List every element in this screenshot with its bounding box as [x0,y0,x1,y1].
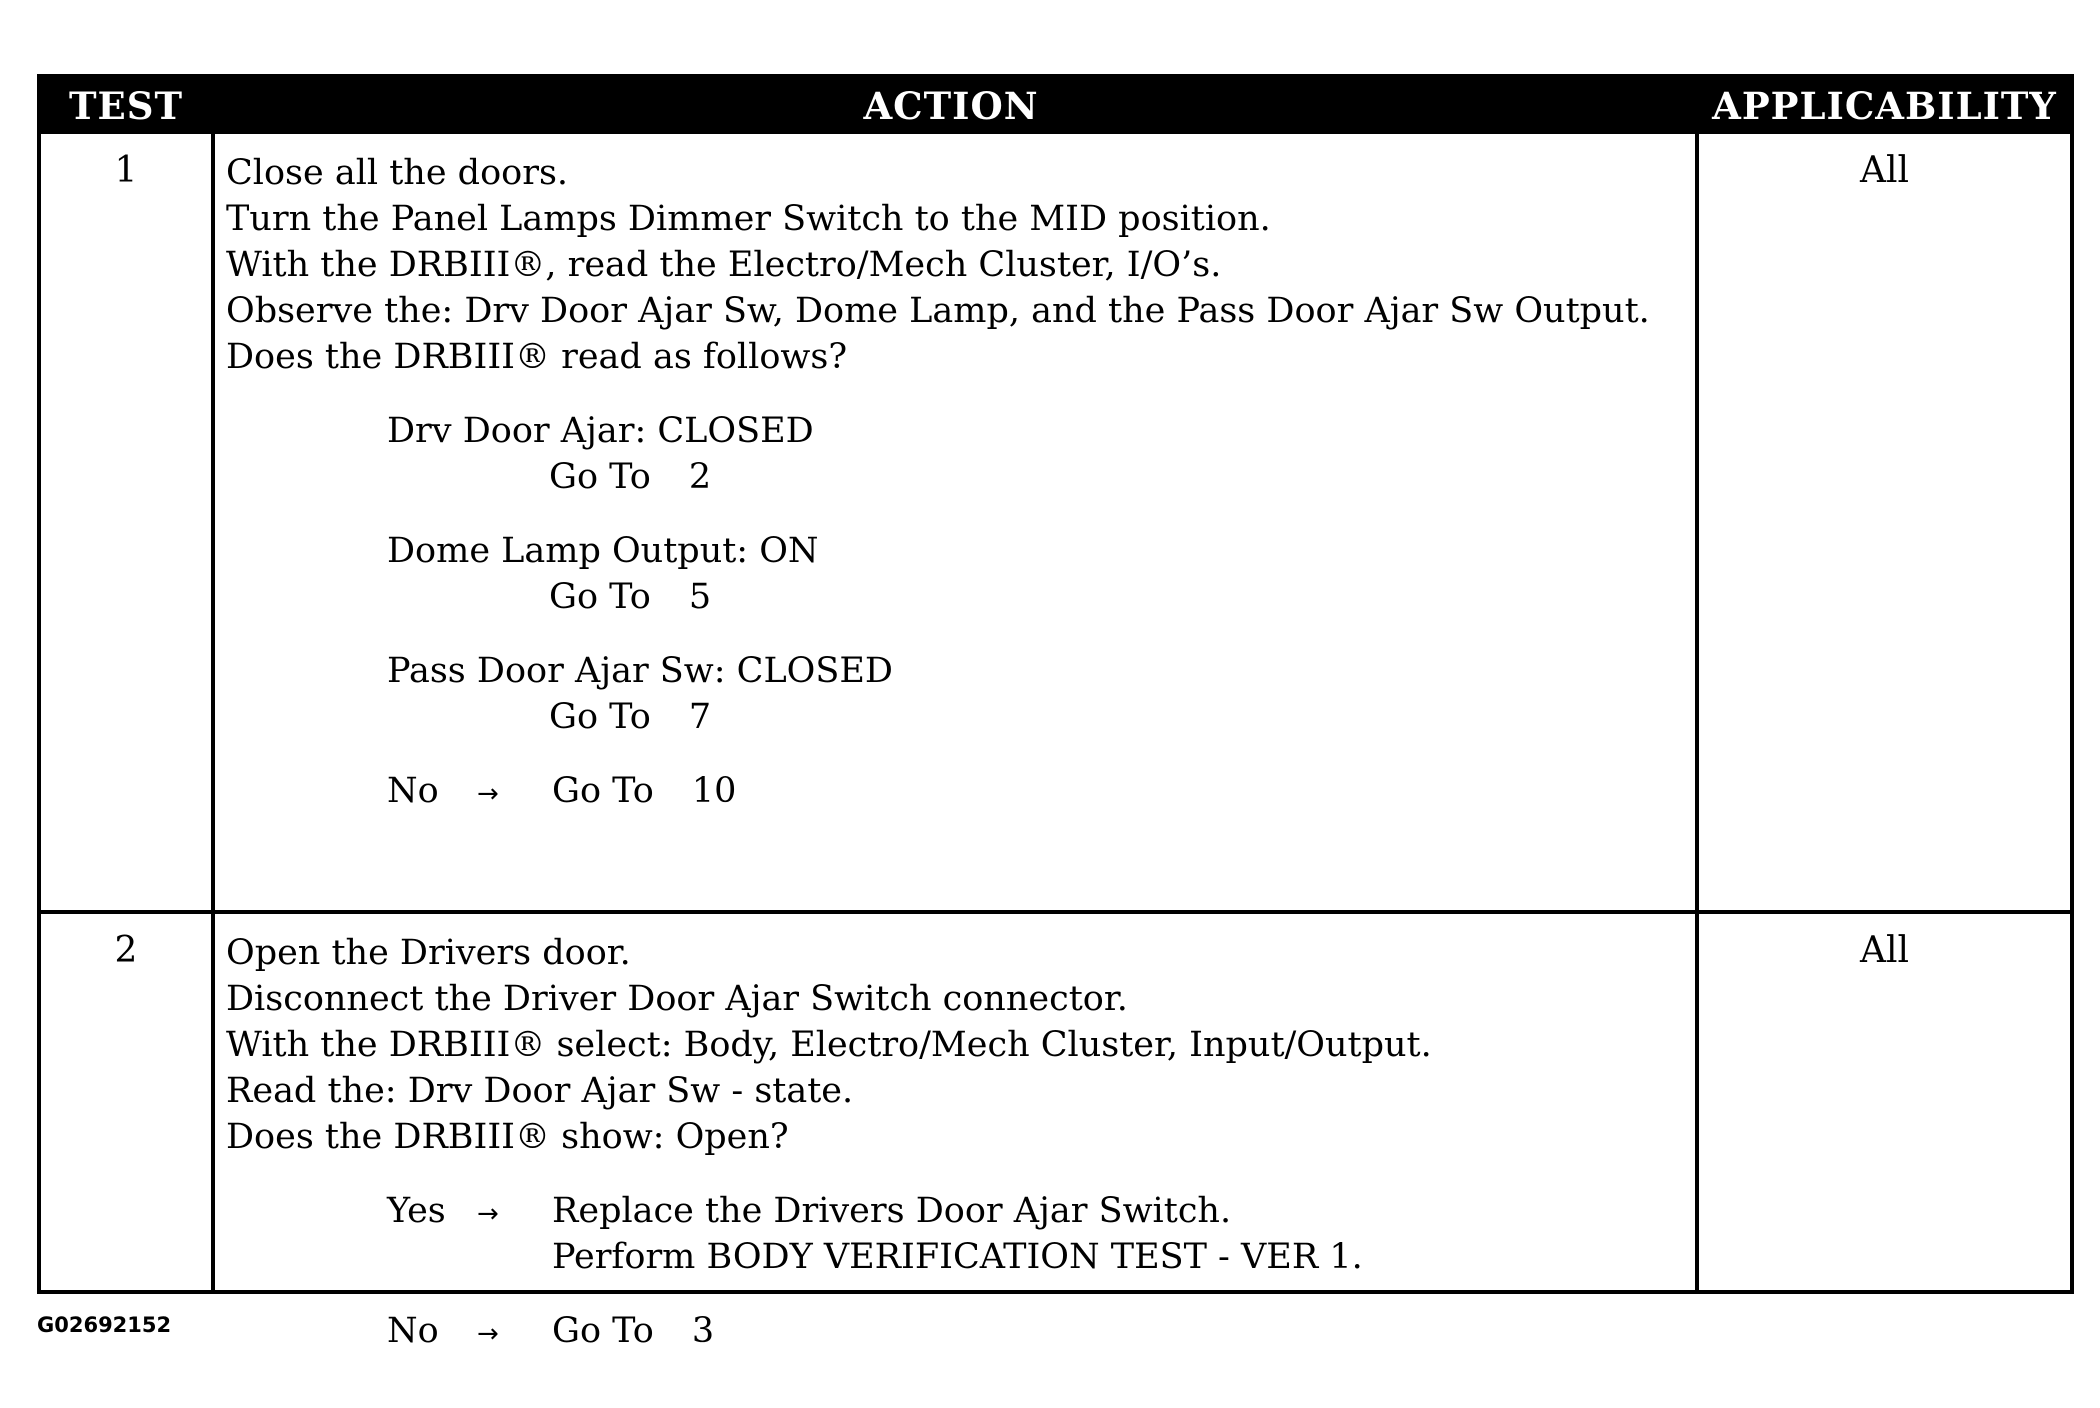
branch-label: No [387,771,439,811]
header-action: ACTION [863,84,1039,128]
goto-label: Go To [552,1311,654,1351]
action-cell [226,930,1676,1354]
no-branch [226,1308,1676,1354]
action-line: Read the: Drv Door Ajar Sw - state. [226,1071,854,1111]
goto-line [226,454,1676,500]
condition-block [226,648,1676,740]
action-line: Turn the Panel Lamps Dimmer Switch to the MID position. [226,199,1271,239]
goto-label: Go To [552,771,654,811]
action-line: Close all the doors. [226,153,569,193]
applicability-cell: All [1859,150,1910,191]
branch-text: Perform BODY VERIFICATION TEST - VER 1. [552,1237,1363,1277]
action-line: With the DRBIII® select: Body, Electro/Mech Cluster, Input/Output. [226,1025,1432,1065]
applicability-cell: All [1859,930,1910,971]
goto-line [552,1308,714,1354]
goto-value: 2 [688,457,712,497]
branch-label: Yes [387,1191,446,1231]
condition-text: Pass Door Ajar Sw: CLOSED [387,651,893,691]
goto-value: 3 [691,1311,715,1351]
action-line: Open the Drivers door. [226,933,631,973]
figure-code: G02692152 [37,1313,172,1337]
table-row [41,134,2070,910]
condition-text: Drv Door Ajar: CLOSED [387,411,814,451]
action-line: Observe the: Drv Door Ajar Sw, Dome Lamp, and the Pass Door Ajar Sw Output. [226,291,1650,331]
branch-label: No [387,1311,439,1351]
action-line: With the DRBIII®, read the Electro/Mech Cluster, I/O’s. [226,245,1222,285]
goto-label: Go To [549,697,651,737]
goto-label: Go To [549,457,651,497]
goto-line [226,574,1676,620]
goto-line [226,694,1676,740]
action-line: Disconnect the Driver Door Ajar Switch connector. [226,979,1128,1019]
goto-value: 5 [688,577,712,617]
test-number: 2 [114,930,138,971]
branch-text: Replace the Drivers Door Ajar Switch. [552,1191,1232,1231]
arrow-right-icon: → [477,1199,499,1229]
arrow-right-icon: → [477,779,499,809]
header-test: TEST [69,84,183,128]
goto-line [552,768,736,814]
goto-value: 7 [688,697,712,737]
action-line: Does the DRBIII® read as follows? [226,337,848,377]
header-applicability: APPLICABILITY [1712,84,2057,128]
action-line: Does the DRBIII® show: Open? [226,1117,789,1157]
condition-block [226,528,1676,620]
action-cell [226,150,1676,814]
condition-block [226,408,1676,500]
table-header [41,78,2070,134]
test-number: 1 [114,150,138,191]
goto-label: Go To [549,577,651,617]
no-branch [226,768,1676,814]
arrow-right-icon: → [477,1319,499,1349]
condition-text: Dome Lamp Output: ON [387,531,819,571]
goto-value: 10 [691,771,737,811]
yes-branch [226,1188,1676,1234]
